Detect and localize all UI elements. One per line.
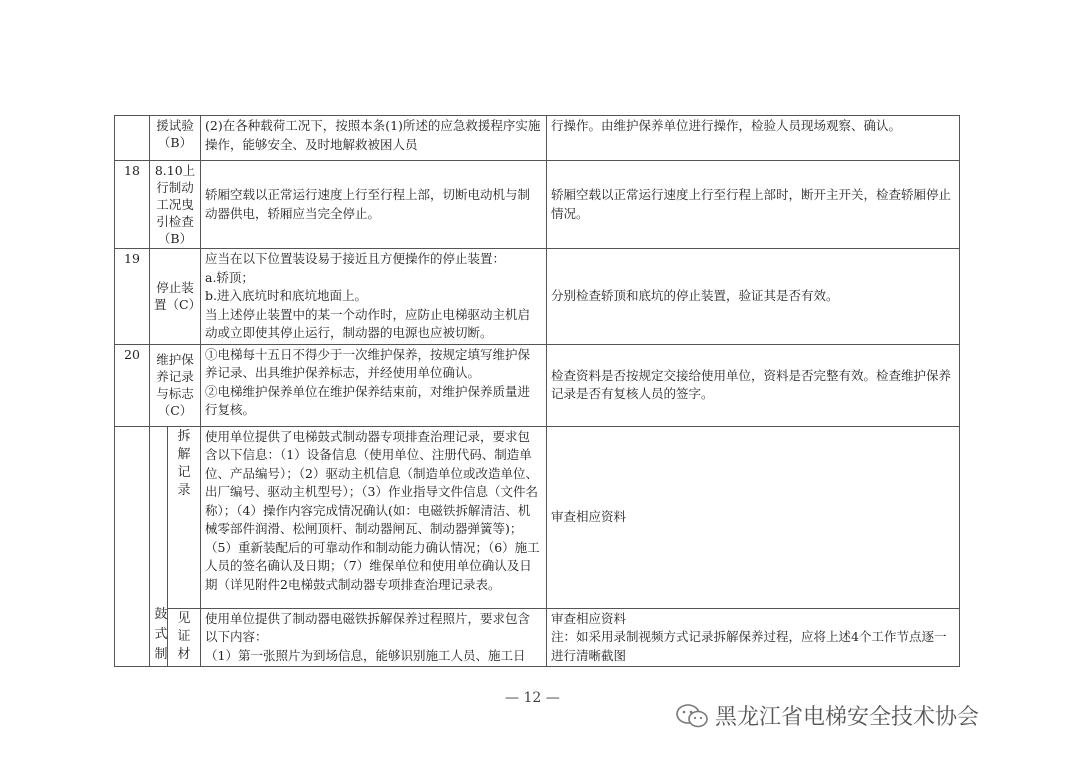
method-line: 审查相应资料 — [551, 610, 627, 626]
row-number-cell: 19 — [115, 249, 150, 345]
table-row — [115, 426, 960, 608]
table-row — [115, 249, 960, 345]
method-cell — [547, 608, 960, 667]
page-number: — 12 — — [505, 690, 560, 706]
requirement-line: （1）第一张照片为到场信息，能够识别施工人员、施工日 — [205, 647, 526, 663]
item-cell: 停止装置（C） — [150, 249, 201, 345]
row-number-cell — [115, 426, 150, 667]
requirement-line: a.轿顶； — [205, 269, 254, 285]
watermark — [675, 700, 979, 731]
requirement-cell: (2)在各种载荷工况下，按照本条(1)所述的应急救援程序实施操作，能够安全、及时地解救被困人员 — [201, 116, 547, 161]
row-number-cell: 20 — [115, 344, 150, 426]
method-cell: 轿厢空载以正常运行速度上行至行程上部时，断开主开关，检查轿厢停止情况。 — [547, 161, 960, 249]
inspection-table — [114, 115, 960, 667]
table-row — [115, 344, 960, 426]
group-item-label: 鼓式制 — [154, 607, 168, 662]
method-line: 注：如采用录制视频方式记录拆解保养过程，应将上述4个工作节点逐一进行清晰截图 — [551, 629, 947, 663]
requirement-cell — [201, 344, 547, 426]
sub-item-cell — [168, 608, 201, 667]
requirement-line: b.进入底坑时和底坑地面上。 — [205, 288, 367, 303]
requirement-line: 应当在以下位置装设易于接近且方便操作的停止装置： — [205, 251, 506, 266]
sub-item-cell — [168, 426, 201, 608]
item-cell: 8.10上行制动工况曳引检查（B） — [150, 161, 201, 249]
requirement-line: ②电梯维护保养单位在维护保养结束前，对维护保养质量进行复核。 — [205, 383, 531, 417]
group-item-cell — [150, 426, 168, 667]
wechat-icon — [675, 703, 709, 729]
requirement-cell: 轿厢空载以正常运行速度上行至行程上部，切断电动机与制动器供电，轿厢应当完全停止。 — [201, 161, 547, 249]
requirement-line: ①电梯每十五日不得少于一次维护保养，按规定填写维护保养记录、出具维护保养标志，并经使用单位确认。 — [205, 346, 531, 380]
row-number-cell: 18 — [115, 161, 150, 249]
watermark-text: 黑龙江省电梯安全技术协会 — [715, 705, 980, 730]
sub-item-label: 拆解记录 — [177, 428, 191, 498]
requirement-line: 使用单位提供了制动器电磁铁拆解保养过程照片，要求包含以下内容： — [205, 610, 531, 644]
method-cell: 分别检查轿顶和底坑的停止装置，验证其是否有效。 — [547, 249, 960, 345]
method-cell: 审查相应资料 — [547, 426, 960, 608]
requirement-line: 当上述停止装置中的某一个动作时，应防止电梯驱动主机启动或立即使其停止运行，制动器的电源也应被切断。 — [205, 306, 531, 340]
method-cell: 检查资料是否按规定交接给使用单位，资料是否完整有效。检查维护保养记录是否有复核人员的签字。 — [547, 344, 960, 426]
table-row — [115, 116, 960, 161]
sub-item-label: 见证材 — [177, 610, 191, 662]
requirement-cell: 使用单位提供了电梯鼓式制动器专项排查治理记录，要求包含以下信息：（1）设备信息（使用单位、注册代码、制造单位、产品编号）；（2）驱动主机信息（制造单位或改造单位、出厂编号、驱动主机型号）；（3）作业指导文件信息（文件名称）；（4）操作内容完成情况确认(如：电磁铁拆解清洁、机械零部件润滑、松闸顶杆、制动器闸瓦、制动器弹簧等)；（5）重新装配后的可靠动作和制动能力确认情况；（6）施工人员的签名确认及日期；（7）维保单位和使用单位确认及日期（详见附件2电梯鼓式制动器专项排查治理记录表。 — [201, 426, 547, 608]
table-row — [115, 608, 960, 667]
item-cell: 援试验（B） — [150, 116, 201, 161]
requirement-cell — [201, 249, 547, 345]
item-cell: 维护保养记录与标志（C） — [150, 344, 201, 426]
row-number-cell — [115, 116, 150, 161]
table-row — [115, 161, 960, 249]
method-cell: 行操作。由维护保养单位进行操作，检验人员现场观察、确认。 — [547, 116, 960, 161]
requirement-cell — [201, 608, 547, 667]
